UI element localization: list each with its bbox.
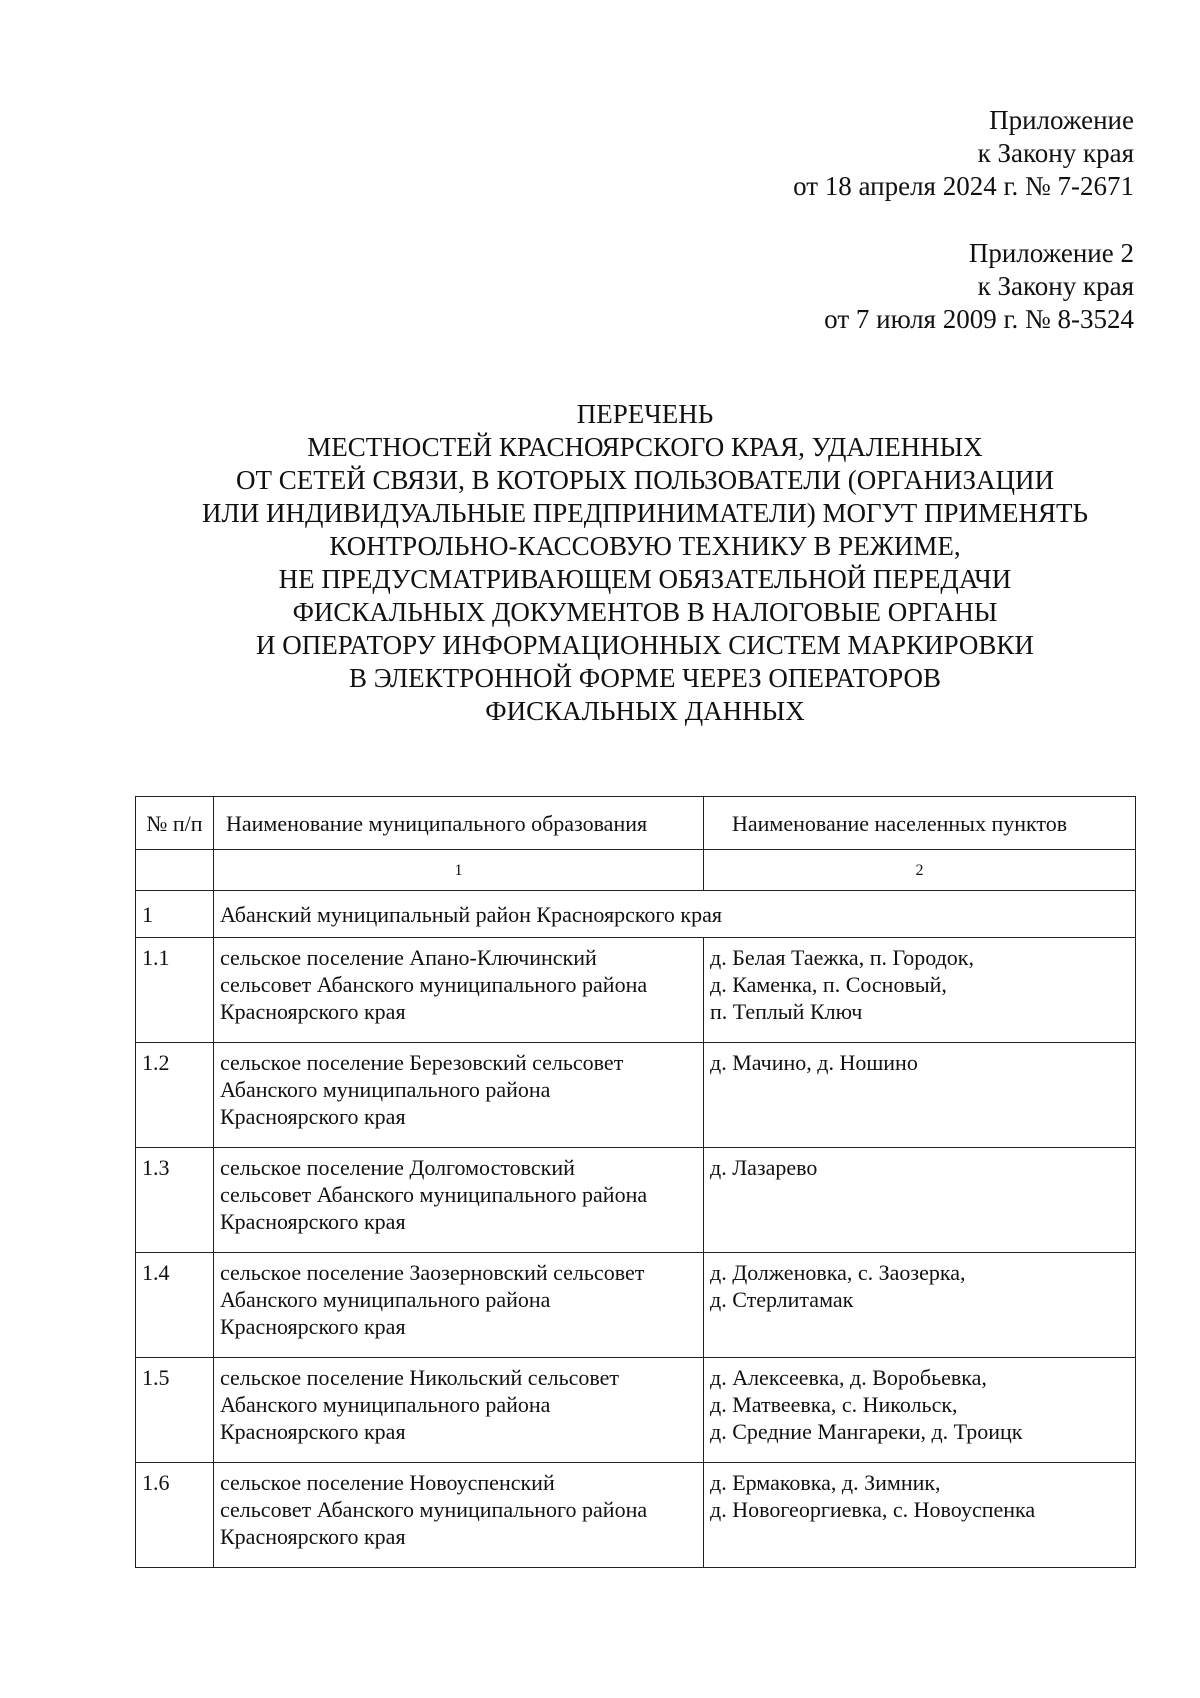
settlements-line: п. Теплый Ключ [710,999,863,1024]
municipality-line: Красноярского края [220,1104,406,1129]
section-number: 1 [136,891,214,938]
settlements-line: д. Мачино, д. Ношино [710,1050,918,1075]
municipality-line: сельское поселение Новоуспенский [220,1470,555,1495]
table-row [136,1463,1136,1568]
title-line: ИЛИ ИНДИВИДУАЛЬНЫЕ ПРЕДПРИНИМАТЕЛИ) МОГУТ ПРИМЕНЯТЬ [201,498,1089,528]
appendix-law-date: от 18 апреля 2024 г. № 7-2671 [793,171,1134,201]
table-row [136,1043,1136,1148]
row-municipality [214,1358,704,1463]
row-number: 1.1 [136,938,214,1043]
settlements-line: д. Стерлитамак [710,1287,854,1312]
title-line: КОНТРОЛЬНО-КАССОВУЮ ТЕХНИКУ В РЕЖИМЕ, [329,531,961,561]
municipality-line: сельсовет Абанского муниципального района [220,972,648,997]
title-line: ФИСКАЛЬНЫХ ДАННЫХ [485,696,805,726]
settlements-line: д. Долженовка, с. Заозерка, [710,1260,966,1285]
document-title [120,398,1170,728]
row-number: 1.6 [136,1463,214,1568]
row-municipality [214,1043,704,1148]
row-settlements [704,1463,1136,1568]
settlements-line: д. Белая Таежка, п. Городок, [710,945,974,970]
localities-table [135,796,1136,1568]
settlements-line: д. Лазарево [710,1155,818,1180]
row-municipality [214,1148,704,1253]
title-line: ОТ СЕТЕЙ СВЯЗИ, В КОТОРЫХ ПОЛЬЗОВАТЕЛИ (ОРГАНИЗАЦИИ [235,465,1054,495]
row-number: 1.5 [136,1358,214,1463]
settlements-line: д. Ермаковка, д. Зимник, [710,1470,941,1495]
municipality-line: сельское поселение Долгомостовский [220,1155,575,1180]
table-row [136,938,1136,1043]
row-number: 1.3 [136,1148,214,1253]
row-municipality [214,1253,704,1358]
column-index-municipality: 1 [214,850,704,891]
title-line: И ОПЕРАТОРУ ИНФОРМАЦИОННЫХ СИСТЕМ МАРКИРОВКИ [256,630,1034,660]
municipality-line: сельсовет Абанского муниципального района [220,1182,648,1207]
row-municipality [214,1463,704,1568]
appendix-label: Приложение [989,105,1134,135]
settlements-line: д. Матвеевка, с. Никольск, [710,1392,958,1417]
table-row [136,1358,1136,1463]
section-title: Абанский муниципальный район Красноярского края [214,891,1136,938]
table-row [136,1253,1136,1358]
municipality-line: Абанского муниципального района [220,1287,551,1312]
title-line: ФИСКАЛЬНЫХ ДОКУМЕНТОВ В НАЛОГОВЫЕ ОРГАНЫ [292,597,998,627]
settlements-line: д. Новогеоргиевка, с. Новоуспенка [710,1497,1036,1522]
header-settlements: Наименование населенных пунктов [704,797,1136,850]
row-municipality [214,938,704,1043]
municipality-line: сельсовет Абанского муниципального района [220,1497,648,1522]
municipality-line: Красноярского края [220,1209,406,1234]
appendix-label: Приложение 2 [968,238,1134,268]
title-line: НЕ ПРЕДУСМАТРИВАЮЩЕМ ОБЯЗАТЕЛЬНОЙ ПЕРЕДАЧИ [278,564,1012,594]
row-settlements [704,1358,1136,1463]
settlements-line: д. Каменка, п. Сосновый, [710,972,947,997]
appendix-law-ref: к Закону края [977,271,1134,301]
row-settlements [704,1148,1136,1253]
settlements-line: д. Алексеевка, д. Воробьевка, [710,1365,987,1390]
title-line: В ЭЛЕКТРОННОЙ ФОРМЕ ЧЕРЕЗ ОПЕРАТОРОВ [348,663,942,693]
title-line: ПЕРЕЧЕНЬ [576,399,714,429]
municipality-line: Абанского муниципального района [220,1077,551,1102]
table-row [136,1148,1136,1253]
appendix-law-ref: к Закону края [977,138,1134,168]
municipality-line: Красноярского края [220,999,406,1024]
header-municipality: Наименование муниципального образования [214,797,704,850]
municipality-line: сельское поселение Березовский сельсовет [220,1050,624,1075]
row-settlements [704,938,1136,1043]
row-number: 1.4 [136,1253,214,1358]
header-number: № п/п [136,797,214,850]
settlements-line: д. Средние Мангареки, д. Троицк [710,1419,1023,1444]
title-line: МЕСТНОСТЕЙ КРАСНОЯРСКОГО КРАЯ, УДАЛЕННЫХ [307,432,983,462]
row-number: 1.2 [136,1043,214,1148]
municipality-line: сельское поселение Апано-Ключинский [220,945,597,970]
appendix-current-law [793,104,1134,203]
appendix-original-law [824,237,1134,336]
municipality-line: Красноярского края [220,1314,406,1339]
row-settlements [704,1253,1136,1358]
municipality-line: Красноярского края [220,1524,406,1549]
column-index-number [136,850,214,891]
table-header-row [136,797,1136,850]
municipality-line: Абанского муниципального района [220,1392,551,1417]
column-index-row [136,850,1136,891]
row-settlements [704,1043,1136,1148]
municipality-line: сельское поселение Никольский сельсовет [220,1365,620,1390]
appendix-law-date: от 7 июля 2009 г. № 8-3524 [824,304,1134,334]
municipality-line: сельское поселение Заозерновский сельсовет [220,1260,645,1285]
section-row [136,891,1136,938]
column-index-settlements: 2 [704,850,1136,891]
municipality-line: Красноярского края [220,1419,406,1444]
